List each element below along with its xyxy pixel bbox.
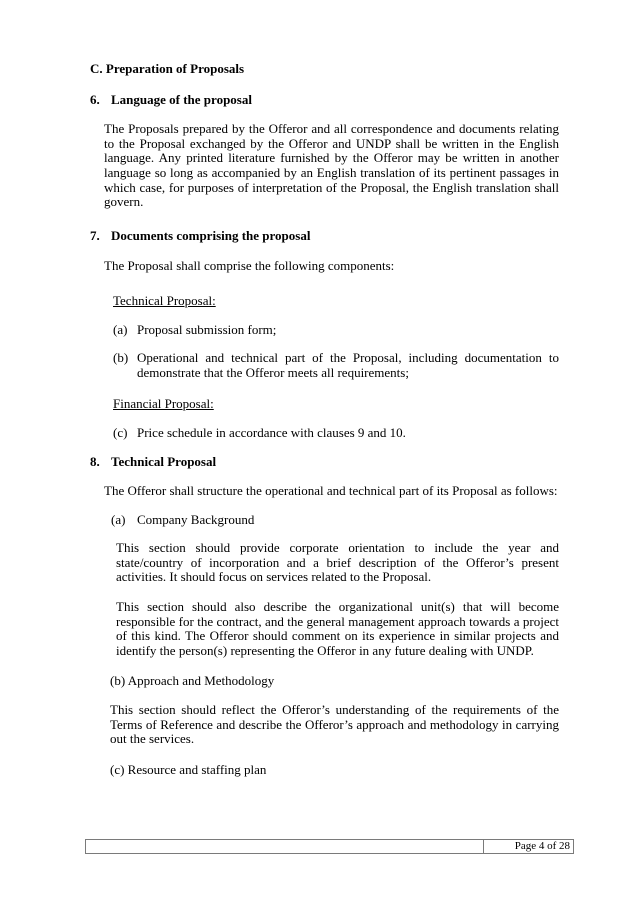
section-8-item-a-title: Company Background <box>137 511 255 527</box>
document-content <box>90 62 560 777</box>
section-7-intro: The Proposal shall comprise the following components: <box>104 258 395 274</box>
section-7-heading-text: Documents comprising the proposal <box>111 227 311 243</box>
list-item-c-marker: (c) <box>113 424 128 440</box>
section-6-heading-text: Language of the proposal <box>111 91 252 107</box>
section-8-intro: The Offeror shall structure the operational and technical part of its Proposal as follows: <box>104 483 558 499</box>
approach-methodology-paragraph: This section should reflect the Offeror’s understanding of the requirements of the Terms of Reference and describe the Offeror’s approach and methodology in carrying out the services. <box>110 702 559 747</box>
list-item-b-marker: (b) <box>113 350 129 366</box>
list-item-c <box>113 426 559 441</box>
list-item-a-text: Proposal submission form; <box>137 321 277 337</box>
list-item-c-text: Price schedule in accordance with clauses 9 and 10. <box>137 424 406 440</box>
technical-proposal-label: Technical Proposal: <box>113 292 216 308</box>
list-item-a-marker: (a) <box>113 321 128 337</box>
section-8-item-a-marker: (a) <box>111 511 126 527</box>
footer-page-number: Page 4 of 28 <box>514 840 570 852</box>
footer-table <box>85 839 574 854</box>
section-6-heading <box>90 93 560 108</box>
section-8-item-b: (b) Approach and Methodology <box>110 673 275 689</box>
page-title: C. Preparation of Proposals <box>90 61 245 76</box>
list-item-b <box>113 351 559 380</box>
section-8-heading-text: Technical Proposal <box>111 453 217 469</box>
financial-proposal-label: Financial Proposal: <box>113 396 214 412</box>
footer-empty-cell <box>86 840 484 853</box>
section-6-paragraph: The Proposals prepared by the Offeror and all correspondence and documents relating to the Proposal exchanged by the Offeror and UNDP shall be written in the English language. Any printed literature furnished by the Offeror may be written in another language so long as accompanied by an English translation of its pertinent passages in which case, for purposes of interpretation of the Proposal, the English translation shall govern. <box>104 121 559 210</box>
section-7-heading <box>90 229 560 244</box>
company-background-paragraph-2: This section should also describe the organizational unit(s) that will become responsible for the contract, and the general management approach towards a project of this kind. The Offeror should comment on its experience in similar projects and identify the person(s) representing the Offeror in any future dealing with UNDP. <box>116 599 559 658</box>
section-7-number: 7. <box>90 227 100 243</box>
section-8-heading <box>90 455 560 470</box>
section-8-item-c: (c) Resource and staffing plan <box>110 761 267 777</box>
company-background-paragraph-1: This section should provide corporate orientation to include the year and state/country of incorporation and a brief description of the Offeror’s present activities. It should focus on services related to the Proposal. <box>116 540 559 585</box>
list-item-a <box>113 323 559 338</box>
section-6-number: 6. <box>90 91 100 107</box>
section-8-number: 8. <box>90 453 100 469</box>
section-8-item-a <box>111 513 560 528</box>
list-item-b-text: Operational and technical part of the Proposal, including documentation to demonstrate that the Offeror meets all requirements; <box>137 350 559 380</box>
